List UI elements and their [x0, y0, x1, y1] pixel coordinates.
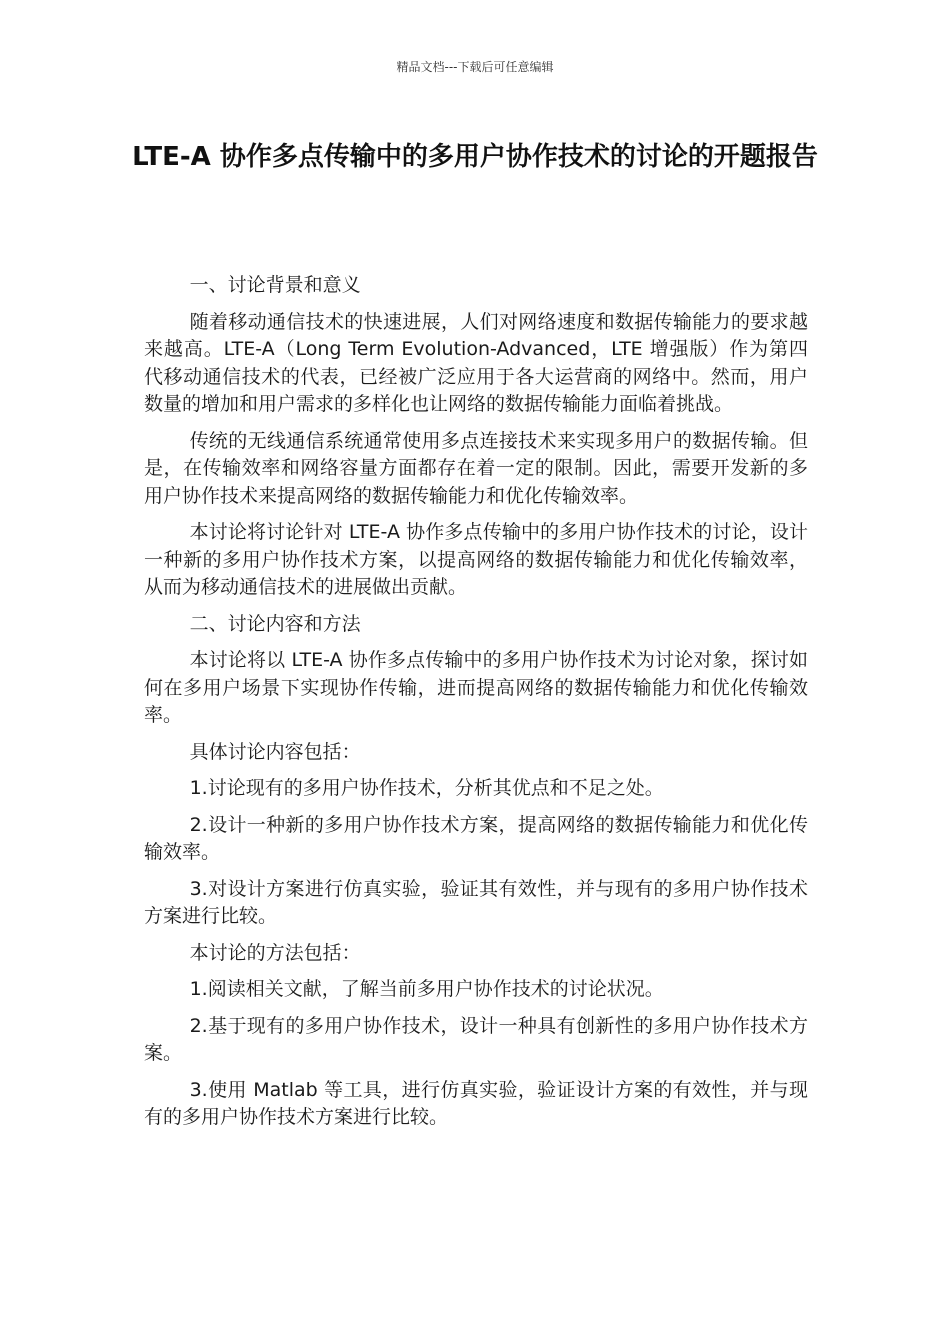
paragraph-background-3: 本讨论将讨论针对 LTE-A 协作多点传输中的多用户协作技术的讨论，设计一种新的多用户协作技术方案，以提高网络的数据传输能力和优化传输效率，从而为移动通信技术的进展做出贡献。	[144, 521, 808, 598]
content-list-intro: 具体讨论内容包括：	[189, 740, 361, 763]
method-list-item: 3.使用 Matlab 等工具，进行仿真实验，验证设计方案的有效性，并与现有的多用户协作技术方案进行比较。	[144, 1078, 808, 1128]
section-heading-background: 一、讨论背景和意义	[189, 274, 361, 296]
paragraph-background-1: 随着移动通信技术的快速进展，人们对网络速度和数据传输能力的要求越来越高。LTE-A（Long Term Evolution-Advanced，LTE 增强版）作为第四代移动通信技术的代表，已经被广泛应用于各大运营商的网络中。然而，用户数量的增加和用户需求的多样化也让网络的数据传输能力面临着挑战。	[144, 310, 808, 415]
method-list-item: 1.阅读相关文献，了解当前多用户协作技术的讨论状况。	[189, 978, 664, 1000]
paragraph-content-overview: 本讨论将以 LTE-A 协作多点传输中的多用户协作技术为讨论对象，探讨如何在多用户场景下实现协作传输，进而提高网络的数据传输能力和优化传输效率。	[144, 649, 808, 726]
page-header-note: 精品文档---下载后可任意编辑	[396, 60, 554, 74]
content-list-item: 3.对设计方案进行仿真实验，验证其有效性，并与现有的多用户协作技术方案进行比较。	[144, 877, 808, 927]
document-body	[144, 272, 808, 1141]
content-list-item: 2.设计一种新的多用户协作技术方案，提高网络的数据传输能力和优化传输效率。	[144, 813, 808, 863]
document-title: LTE-A 协作多点传输中的多用户协作技术的讨论的开题报告	[132, 142, 818, 172]
paragraph-background-2: 传统的无线通信系统通常使用多点连接技术来实现多用户的数据传输。但是，在传输效率和网络容量方面都存在着一定的限制。因此，需要开发新的多用户协作技术来提高网络的数据传输能力和优化传输效率。	[144, 429, 808, 507]
content-list-item: 1.讨论现有的多用户协作技术，分析其优点和不足之处。	[189, 777, 664, 799]
section-heading-content-method: 二、讨论内容和方法	[189, 612, 361, 635]
method-list-item: 2.基于现有的多用户协作技术，设计一种具有创新性的多用户协作技术方案。	[144, 1014, 808, 1064]
method-list-intro: 本讨论的方法包括：	[189, 941, 361, 964]
